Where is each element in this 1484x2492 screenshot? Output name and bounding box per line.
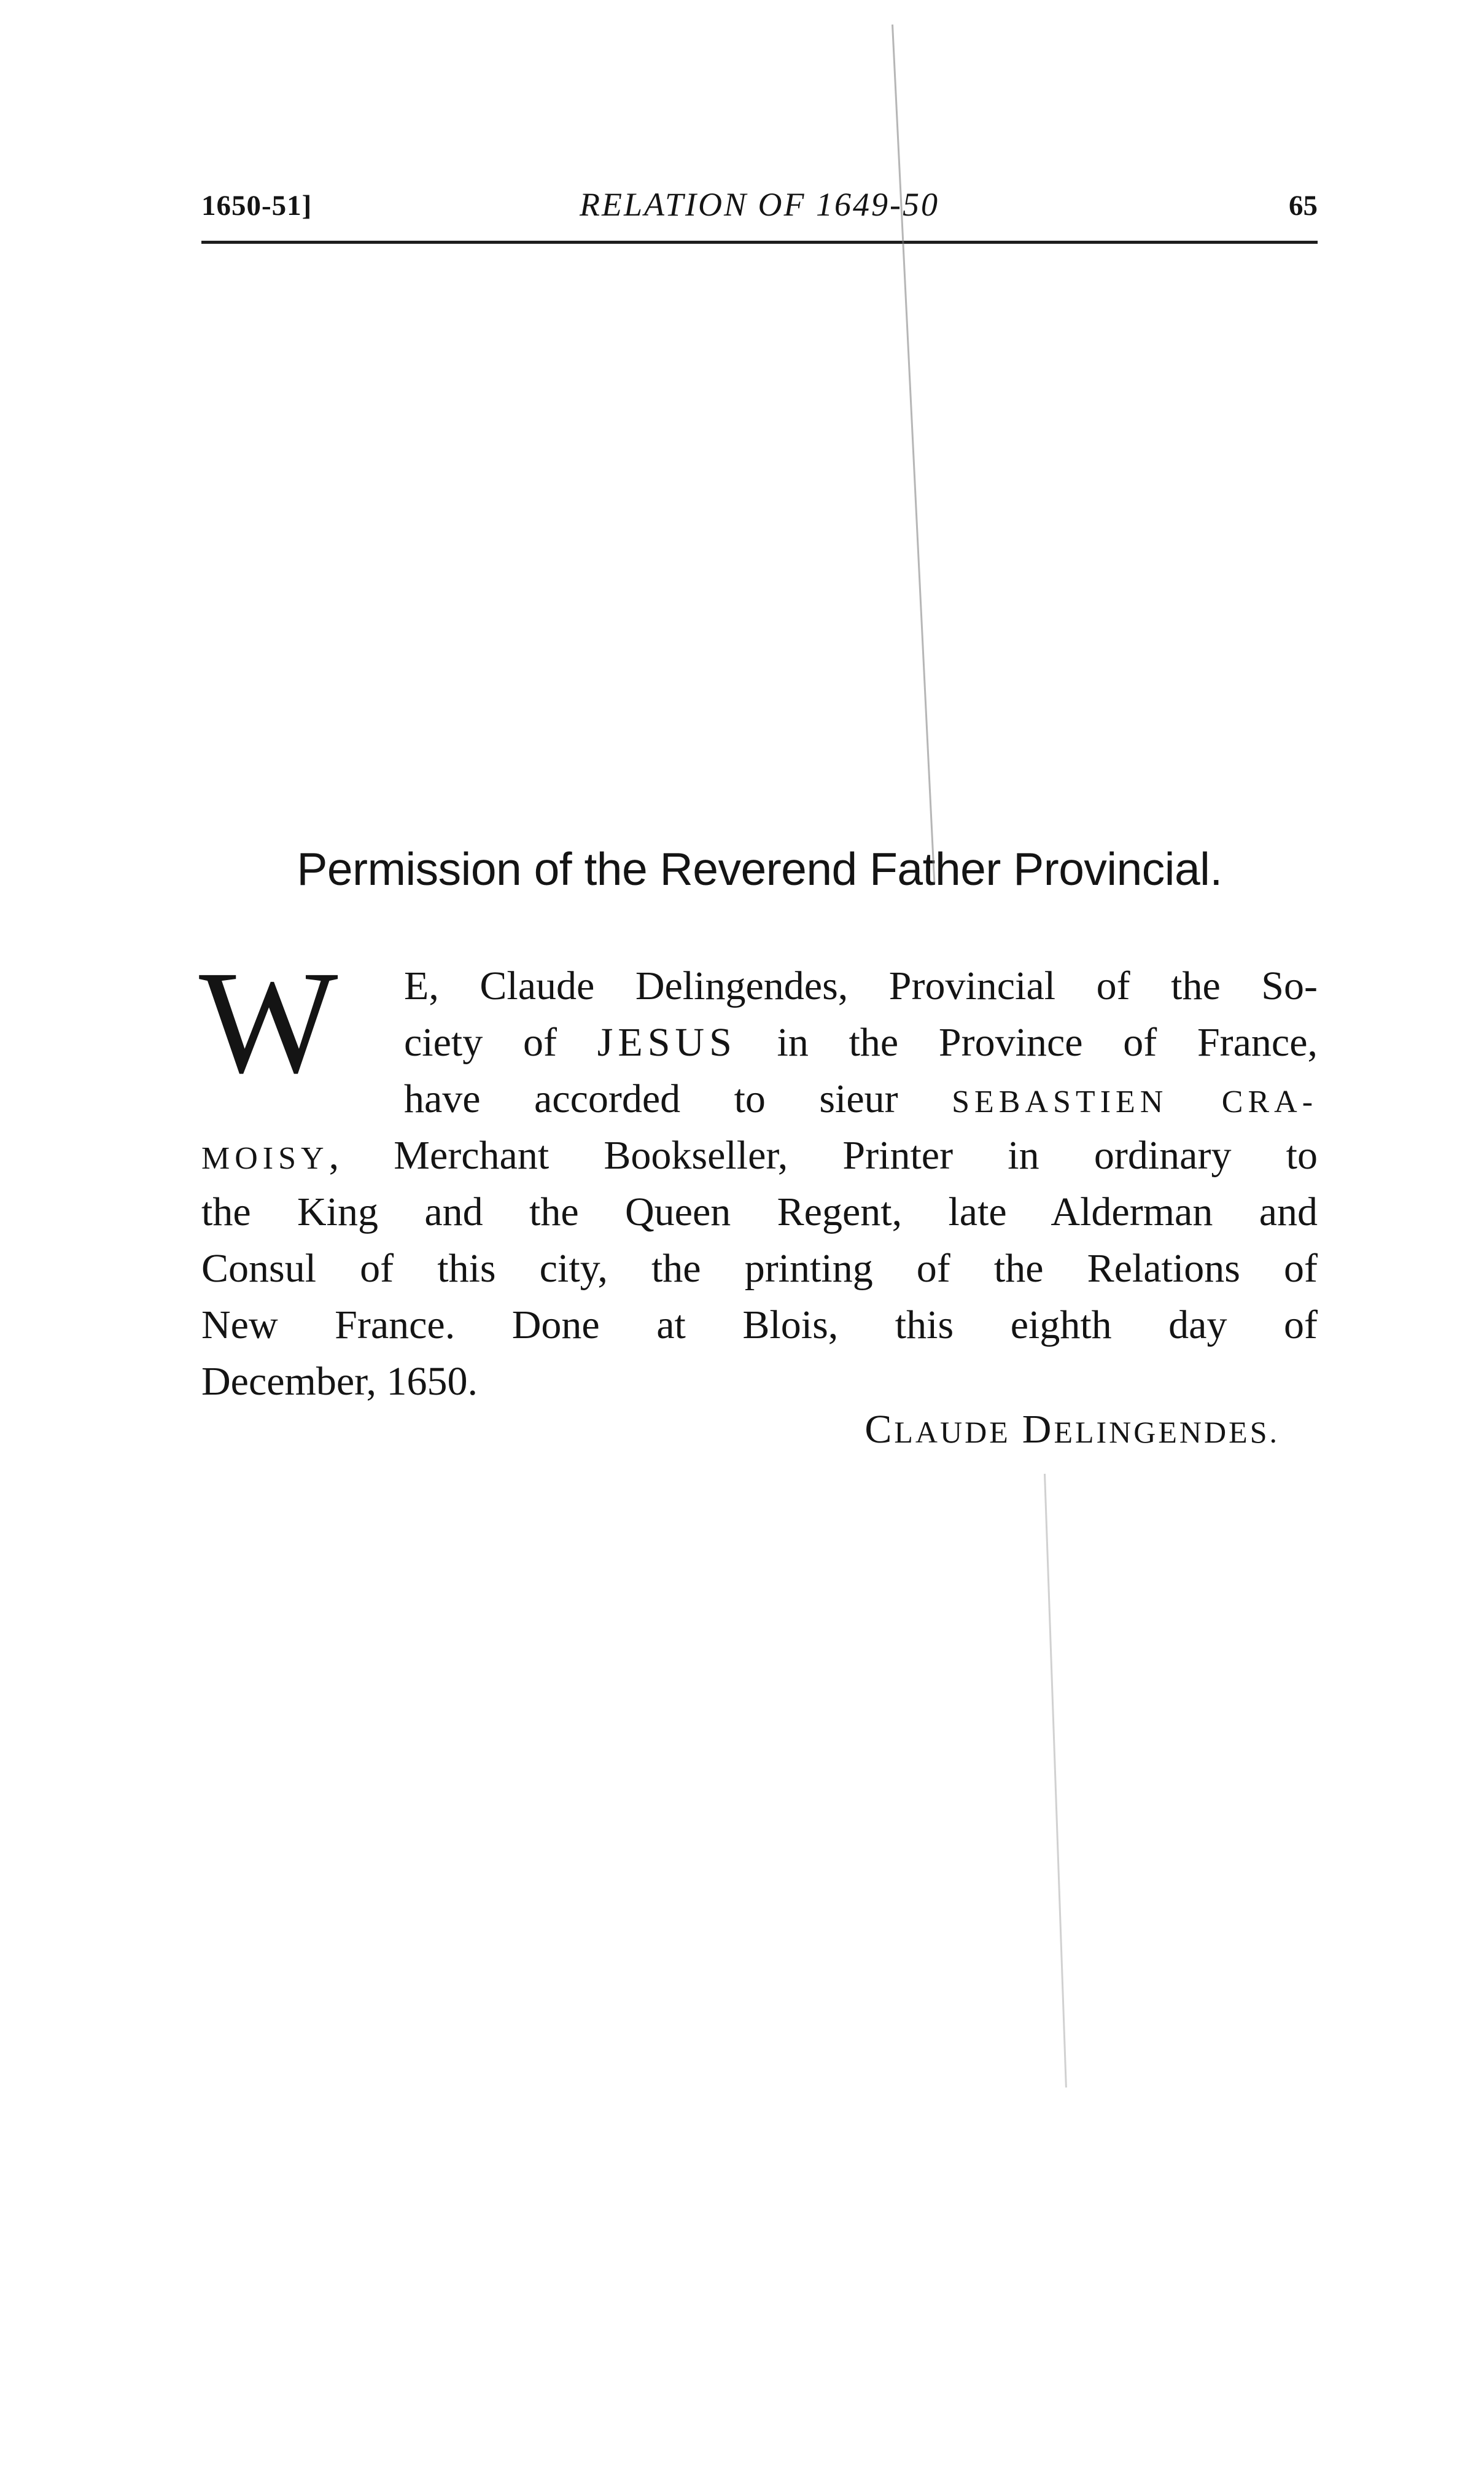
cramoisy-part-1: CRA- xyxy=(1221,1084,1318,1119)
line-8-text: December, 1650. xyxy=(201,1359,478,1404)
text-line-3 xyxy=(404,1071,1318,1127)
text-line-5 xyxy=(201,1184,1318,1240)
text-line-7 xyxy=(201,1297,1318,1353)
line-5-text: the King and the Queen Regent, late Alderman and xyxy=(201,1190,1318,1234)
signature-elingendes: ELINGENDES. xyxy=(1054,1415,1280,1449)
drop-cap: W xyxy=(199,940,338,1104)
header-years: 1650-51] xyxy=(201,190,313,222)
header-title: RELATION OF 1649-50 xyxy=(580,186,939,223)
text-line-1 xyxy=(404,958,1318,1014)
running-header xyxy=(201,184,1318,233)
sebastien-name: SEBASTIEN xyxy=(952,1084,1168,1119)
scan-line-mark-lower xyxy=(1044,1474,1067,2087)
signature-initial-d: D xyxy=(1022,1407,1054,1452)
line-4-text: , Merchant Bookseller, Printer in ordinary to xyxy=(328,1133,1318,1178)
signature xyxy=(864,1406,1280,1453)
line-1-text: E, Claude Delingendes, Provincial of the So- xyxy=(404,964,1318,1008)
line-2-text-b: in the Province of France, xyxy=(777,1020,1318,1065)
line-2-text-a: ciety of xyxy=(404,1020,557,1065)
text-line-6 xyxy=(201,1240,1318,1297)
section-heading: Permission of the Reverend Father Provincial. xyxy=(297,843,1222,895)
permission-paragraph xyxy=(199,940,1318,1410)
signature-laude: LAUDE xyxy=(894,1415,1011,1449)
cramoisy-part-2: MOISY xyxy=(201,1141,329,1176)
header-rule xyxy=(201,241,1318,244)
line-6-text: Consul of this city, the printing of the Relations of xyxy=(201,1246,1318,1291)
jesus-name: JESUS xyxy=(597,1020,737,1065)
line-3-text-a: have accorded to sieur xyxy=(404,1077,898,1121)
scan-line-mark xyxy=(892,25,935,883)
page-number: 65 xyxy=(1289,190,1318,222)
line-7-text: New France. Done at Blois, this eighth day of xyxy=(201,1302,1318,1347)
signature-initial-c: C xyxy=(864,1407,895,1452)
text-line-8 xyxy=(201,1353,1318,1410)
text-line-2 xyxy=(404,1014,1318,1071)
text-line-4 xyxy=(201,1127,1318,1184)
